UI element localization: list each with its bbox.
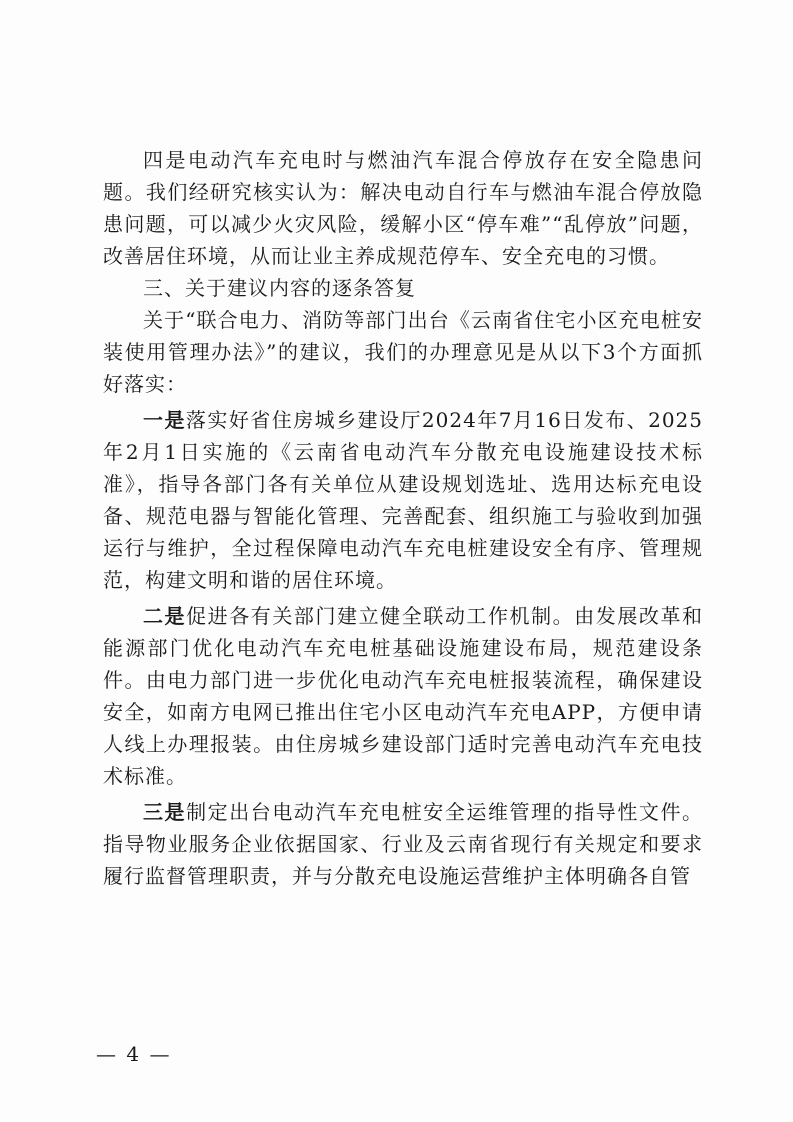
- measure-2-lead: 二是: [143, 604, 187, 628]
- paragraph-measure-1: [103, 404, 703, 596]
- paragraph-measure-2: [103, 600, 703, 792]
- section-heading: 三、关于建议内容的逐条答复: [143, 276, 416, 300]
- measure-3-lead: 三是: [143, 800, 187, 824]
- paragraph-safety-hazard: 四是电动汽车充电时与燃油汽车混合停放存在安全隐患问题。我们经研究核实认为：解决电动自行车与燃油车混合停放隐患问题，可以减少火灾风险，缓解小区“停车难”“乱停放”问题，改善居住环境，从而让业主养成规范停车、安全充电的习惯。: [103, 148, 703, 268]
- measure-3-text: 制定出台电动汽车充电桩安全运维管理的指导性文件。指导物业服务企业依据国家、行业及云南省现行有关规定和要求履行监督管理职责，并与分散充电设施运营维护主体明确各自管: [103, 800, 704, 888]
- document-body: [103, 144, 703, 892]
- measure-2-text: 促进各有关部门建立健全联动工作机制。由发展改革和能源部门优化电动汽车充电桩基础设施建设布局，规范建设条件。由电力部门进一步优化电动汽车充电桩报装流程，确保建设安全，如南方电网已推出住宅小区电动汽车充电APP，方便申请人线上办理报装。由住房城乡建设部门适时完善电动汽车充电技术标准。: [103, 604, 704, 788]
- paragraph-measure-3: [103, 796, 703, 892]
- measure-1-text: 落实好省住房城乡建设厅2024年7月16日发布、2025年2月1日实施的《云南省电动汽车分散充电设施建设技术标准》，指导各部门各有关单位从建设规划选址、选用达标充电设备、规范电器与智能化管理、完善配套、组织施工与验收到加强运行与维护，全过程保障电动汽车充电桩建设安全有序、管理规范，构建文明和谐的居住环境。: [103, 408, 703, 592]
- measure-1-lead: 一是: [143, 408, 186, 432]
- page-number: — 4 —: [96, 1042, 172, 1066]
- paragraph-intro: 关于“联合电力、消防等部门出台《云南省住宅小区充电桩安装使用管理办法》”的建议，我们的办理意见是从以下3个方面抓好落实：: [103, 308, 703, 396]
